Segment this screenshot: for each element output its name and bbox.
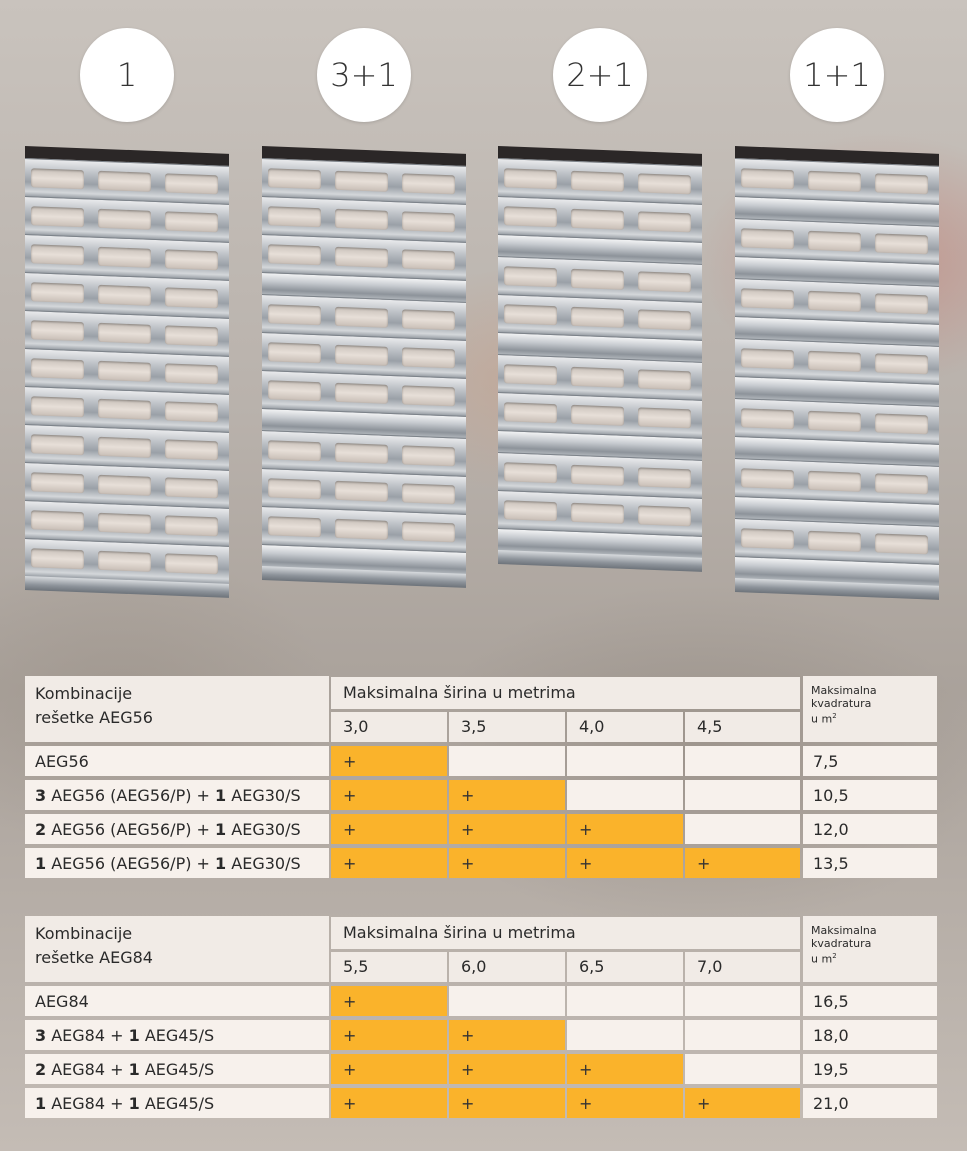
area-value: 7,5 [803, 746, 937, 776]
width-header: 3,5 [449, 712, 565, 742]
availability-cell [567, 986, 683, 1016]
table-title-line2: rešetke AEG56 [35, 708, 153, 727]
grille-image-1plus1 [735, 146, 939, 624]
availability-cell [567, 780, 683, 810]
availability-cell: + [331, 780, 447, 810]
availability-cell: + [685, 1088, 800, 1118]
table-row [25, 844, 937, 878]
row-count-secondary: 1 [215, 853, 227, 873]
row-count: 1 [35, 853, 47, 873]
availability-cell: + [331, 1088, 447, 1118]
row-count: 3 [35, 1025, 47, 1045]
table-row [25, 1016, 937, 1050]
width-header: 6,5 [567, 952, 683, 982]
row-count-secondary: 1 [215, 785, 227, 805]
row-label [25, 780, 329, 810]
row-model-secondary: AEG45/S [139, 1025, 215, 1045]
row-label [25, 986, 329, 1016]
table-row [25, 810, 937, 844]
table-title-line2: rešetke AEG84 [35, 948, 153, 967]
area-value: 18,0 [803, 1020, 937, 1050]
area-value: 19,5 [803, 1054, 937, 1084]
combination-badge-1plus1: 1+1 [790, 28, 884, 122]
row-label [25, 1020, 329, 1050]
grille-image-1 [25, 146, 229, 624]
row-model-secondary: AEG30/S [226, 785, 301, 805]
width-header: 6,0 [449, 952, 565, 982]
row-label [25, 848, 329, 878]
area-value: 10,5 [803, 780, 937, 810]
row-model: AEG84 + [46, 1093, 129, 1113]
availability-cell: + [567, 848, 683, 878]
availability-cell [567, 1020, 683, 1050]
table-aeg56 [25, 676, 937, 878]
combination-badge-1: 1 [80, 28, 174, 122]
availability-cell: + [331, 848, 447, 878]
table-row [25, 742, 937, 776]
table-title-line1: Kombinacije [35, 924, 133, 943]
width-header: 3,0 [331, 712, 447, 742]
availability-cell: + [331, 814, 447, 844]
row-model: AEG84 + [46, 1025, 129, 1045]
row-label [25, 1054, 329, 1084]
table-row [25, 982, 937, 1016]
area-value: 13,5 [803, 848, 937, 878]
availability-cell: + [331, 746, 447, 776]
table-title-cell [25, 676, 331, 742]
grille-image-2plus1 [498, 146, 702, 624]
row-count-secondary: 1 [128, 1093, 140, 1113]
availability-cell: + [449, 848, 565, 878]
row-model-secondary: AEG45/S [139, 1059, 215, 1079]
area-value: 21,0 [803, 1088, 937, 1118]
row-count: 3 [35, 785, 47, 805]
row-model: AEG56 (AEG56/P) + [46, 785, 216, 805]
availability-cell: + [449, 780, 565, 810]
availability-cell [685, 1054, 800, 1084]
table-title-cell [25, 916, 331, 982]
table-row [25, 1084, 937, 1118]
row-model: AEG84 + [46, 1059, 129, 1079]
availability-cell: + [331, 1054, 447, 1084]
area-value: 16,5 [803, 986, 937, 1016]
combination-badge-2plus1: 2+1 [553, 28, 647, 122]
table-title-line1: Kombinacije [35, 684, 133, 703]
row-model-secondary: AEG30/S [226, 819, 301, 839]
width-header: 4,0 [567, 712, 683, 742]
area-header: Maksimalna kvadratura u $m^2$ [803, 676, 937, 742]
width-header: 4,5 [685, 712, 800, 742]
availability-cell [685, 1020, 800, 1050]
availability-cell: + [331, 1020, 447, 1050]
availability-cell: + [449, 1020, 565, 1050]
area-value: 12,0 [803, 814, 937, 844]
row-label [25, 1088, 329, 1118]
availability-cell [685, 814, 800, 844]
row-model: AEG56 (AEG56/P) + [46, 819, 216, 839]
row-count-secondary: 1 [128, 1059, 140, 1079]
row-count: 2 [35, 819, 47, 839]
row-count-secondary: 1 [215, 819, 227, 839]
row-model: AEG84 [35, 991, 89, 1011]
row-label [25, 814, 329, 844]
combination-badge-3plus1: 3+1 [317, 28, 411, 122]
availability-cell: + [449, 1054, 565, 1084]
row-model-secondary: AEG30/S [226, 853, 301, 873]
row-model-secondary: AEG45/S [139, 1093, 215, 1113]
availability-cell: + [331, 986, 447, 1016]
row-count-secondary: 1 [128, 1025, 140, 1045]
availability-cell [449, 746, 565, 776]
availability-cell [567, 746, 683, 776]
table-row [25, 1050, 937, 1084]
table-aeg84 [25, 916, 937, 1118]
width-header: 5,5 [331, 952, 447, 982]
availability-cell [449, 986, 565, 1016]
availability-cell [685, 780, 800, 810]
row-count: 2 [35, 1059, 47, 1079]
area-header: Maksimalna kvadratura u $m^2$ [803, 916, 937, 982]
row-count: 1 [35, 1093, 47, 1113]
row-model: AEG56 [35, 751, 89, 771]
availability-cell: + [449, 814, 565, 844]
availability-cell: + [567, 814, 683, 844]
row-label [25, 746, 329, 776]
availability-cell [685, 986, 800, 1016]
row-model: AEG56 (AEG56/P) + [46, 853, 216, 873]
width-header: 7,0 [685, 952, 800, 982]
table-row [25, 776, 937, 810]
availability-cell: + [685, 848, 800, 878]
width-group-header: Maksimalna širina u metrima [331, 676, 803, 709]
availability-cell: + [449, 1088, 565, 1118]
grille-image-3plus1 [262, 146, 466, 624]
availability-cell [685, 746, 800, 776]
availability-cell: + [567, 1088, 683, 1118]
width-group-header: Maksimalna širina u metrima [331, 916, 803, 949]
availability-cell: + [567, 1054, 683, 1084]
